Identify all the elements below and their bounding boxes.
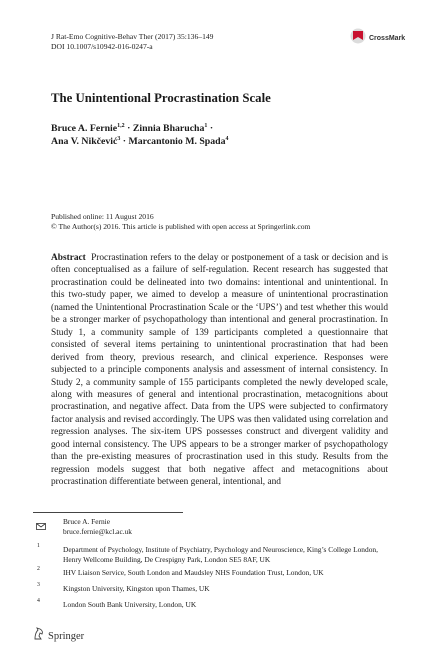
crossmark-label: CrossMark bbox=[369, 34, 406, 42]
abstract-text: Procrastination refers to the delay or postponement of a task or decision and is often conceptualised as a failure of self-regulation. Recent research has suggested that procrastination could be delineated into two domains: intentional and unintentional. In this two-study paper, we aimed to develop a measure of unintentional procrastination (named the Unintentional Procrastination Scale or the ‘UPS’) and test whether this would be a stronger marker of psychopathology than intentional and general procrastination. In Study 1, a community sample of 139 participants completed a questionnaire that consisted of several items pertaining to unintentional procrastination that had been derived from theory, previous research, and clinical experience. Responses were subjected to a principle components analysis and assessment of internal consistency. In Study 2, a community sample of 155 participants completed the newly developed scale, along with measures of general and intentional procrastination, metacognitions about procrastination, and negative affect. Data from the UPS were subjected to confirmatory factor analysis and revised accordingly. The UPS was then validated using correlation and regression analyses. The six-item UPS possesses construct and divergent validity and good internal consistency. The UPS appears to be a stronger marker of psychopathology than the pre-existing measures of procrastination used in this study. Results from the regression models suggest that both negative affect and metacognitions about procrastination differentiate between general, intentional, and bbox=[51, 253, 389, 488]
journal-citation: J Rat-Emo Cognitive-Behav Ther (2017) 35:136–149 bbox=[51, 32, 214, 41]
publisher-name: Springer bbox=[48, 630, 85, 642]
author-line-1 bbox=[51, 122, 213, 135]
author-separator: · bbox=[122, 136, 127, 147]
crossmark-icon bbox=[350, 27, 366, 50]
corresponding-author-email[interactable]: bruce.fernie@kcl.ac.uk bbox=[63, 527, 132, 536]
copyright-notice: © The Author(s) 2016. This article is published with open access at Springerlink.com bbox=[51, 222, 311, 231]
author-affiliation-ref: 3 bbox=[117, 136, 121, 142]
author-affiliation-ref: 1,2 bbox=[117, 123, 125, 129]
crossmark-badge[interactable] bbox=[350, 28, 410, 48]
footnote-number: 2 bbox=[37, 566, 40, 572]
affiliation-footnote: Department of Psychology, Institute of Psychiatry, Psychology and Neuroscience, King’s College London, Henry Wellcome Building, De Crespigny Park, London SE5 8AF, UK bbox=[63, 545, 378, 564]
abstract-label: Abstract bbox=[51, 253, 86, 263]
affiliation-footnote: IHV Liaison Service, South London and Maudsley NHS Foundation Trust, London, UK bbox=[63, 568, 324, 577]
affiliation-footnote: London South Bank University, London, UK bbox=[63, 600, 197, 609]
springer-horse-icon bbox=[33, 627, 44, 645]
paper-title: The Unintentional Procrastination Scale bbox=[51, 91, 271, 105]
footnote-number: 1 bbox=[37, 543, 40, 549]
author-affiliation-ref: 1 bbox=[204, 123, 208, 129]
abstract bbox=[51, 252, 388, 489]
footnote-divider bbox=[33, 512, 183, 513]
publisher-logo bbox=[33, 627, 84, 645]
doi: DOI 10.1007/s10942-016-0247-a bbox=[51, 41, 153, 51]
author-name: Ana V. Nikčević bbox=[51, 136, 118, 147]
footnote-number: 4 bbox=[37, 598, 40, 604]
footnote-number: 3 bbox=[37, 582, 40, 588]
envelope-icon bbox=[36, 517, 46, 535]
author-name: Bruce A. Fernie bbox=[51, 123, 118, 134]
author-name: Marcantonio M. Spada bbox=[128, 136, 226, 147]
published-date: Published online: 11 August 2016 bbox=[51, 212, 154, 221]
affiliation-footnote: Kingston University, Kingston upon Thames, UK bbox=[63, 584, 210, 593]
author-separator: · bbox=[127, 123, 131, 134]
author-line-2 bbox=[51, 135, 229, 148]
author-affiliation-ref: 4 bbox=[225, 136, 229, 142]
author-separator: · bbox=[209, 123, 214, 134]
corresponding-author-name: Bruce A. Fernie bbox=[63, 517, 110, 526]
author-name: Zinnia Bharucha bbox=[132, 123, 205, 134]
